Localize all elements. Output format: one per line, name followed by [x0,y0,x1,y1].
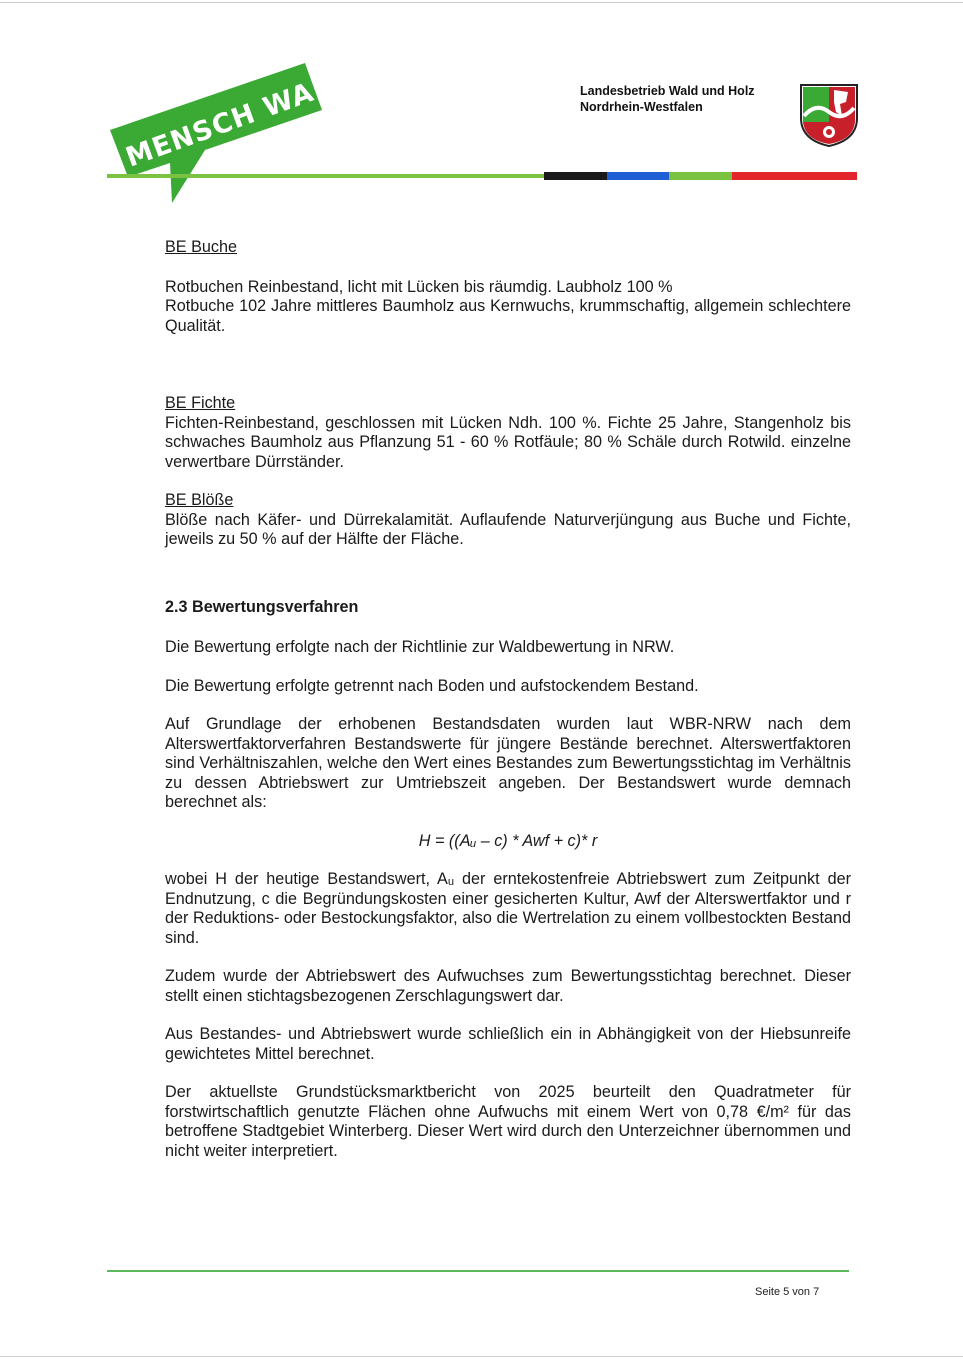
footer-divider [107,1270,849,1272]
section-heading-bloesse: BE Blöße [165,491,234,509]
page-number: Seite 5 von 7 [755,1286,820,1298]
scan-edge-top [0,2,963,3]
bewertung-paragraph-2: Die Bewertung erfolgte getrennt nach Boden und aufstockendem Bestand. [165,676,699,695]
section-heading-fichte: BE Fichte [165,394,236,412]
section-title-bewertungsverfahren: 2.3 Bewertungsverfahren [165,597,359,616]
bewertung-paragraph-1: Die Bewertung erfolgte nach der Richtlinie zur Waldbewertung in NRW. [165,638,675,656]
fichte-text: Fichten-Reinbestand, geschlossen mit Lücken Ndh. 100 %. Fichte 25 Jahre, Stangenholz bis schwaches Baumholz aus Pflanzung 51 - 60 % Rotfäule; 80 % Schäle durch Rotwild. einzelne verwertbare Dürrständer. [165,413,851,471]
bewertung-paragraph-7: Der aktuellste Grundstücksmarktbericht von 2025 beurteilt den Quadratmeter für forstwirtschaftlich genutzte Flächen ohne Aufwuchs mit einem Wert von 0,78 €/m² für das betroffene Stadtgebiet Winterberg. Dieser Wert wird durch den Unterzeichner übernommen und nicht weiter interpretiert. [165,1083,851,1160]
org-line-1: Landesbetrieb Wald und Holz [580,84,755,98]
bewertung-paragraph-5: Zudem wurde der Abtriebswert des Aufwuchses zum Bewertungsstichtag berechnet. Dieser stellt einen stichtagsbezogenen Zerschlagungswert dar. [165,967,851,1005]
logo-text: MENSCH WALD! [121,58,370,174]
document-body [165,238,851,1161]
buche-line-1: Rotbuchen Reinbestand, licht mit Lücken bis räumdig. Laubholz 100 % [165,277,673,296]
section-heading-buche: BE Buche [165,238,237,256]
scan-edge-bottom [0,1356,963,1357]
bewertung-paragraph-4: wobei H der heutige Bestandswert, Aᵤ der erntekostenfreie Abtriebswert zum Zeitpunkt der Endnutzung, c die Begründungskosten einer gesicherten Kultur, Awf der Alterswertfaktor und r der Reduktions- oder Bestockungsfaktor, also die Wertrelation zu einem vollbestockten Bestand sind. [165,870,851,947]
bewertung-paragraph-3: Auf Grundlage der erhobenen Bestandsdaten wurden laut WBR-NRW nach dem Alterswertfaktorverfahren Bestandswerte für jüngere Bestände berechnet. Alterswertfaktoren sind Verhältniszahlen, welche den Wert eines Bestandes zum Bewertungsstichtag im Verhältnis zu dessen Abtriebswert zur Umtriebszeit angeben. Der Bestandswert wurde demnach berechnet als: [165,715,851,811]
organization-name [580,83,755,115]
bloesse-text: Blöße nach Käfer- und Dürrekalamität. Auflaufende Naturverjüngung aus Buche und Fichte, jeweils zu 50 % auf der Hälfte der Fläche. [165,510,851,548]
bestandswert-formula: H = ((Aᵤ – c) * Awf + c)* r [418,831,598,850]
header-color-bar [107,172,857,180]
buche-line-2: Rotbuche 102 Jahre mittleres Baumholz aus Kernwuchs, krummschaftig, allgemein schlechtere Qualität. [165,297,851,335]
bewertung-paragraph-6: Aus Bestandes- und Abtriebswert wurde schließlich ein in Abhängigkeit von der Hiebsunreife gewichtetes Mittel berechnet. [165,1025,851,1063]
org-line-2: Nordrhein-Westfalen [580,100,703,114]
mensch-wald-logo [100,55,370,215]
nrw-crest-icon [798,82,860,148]
